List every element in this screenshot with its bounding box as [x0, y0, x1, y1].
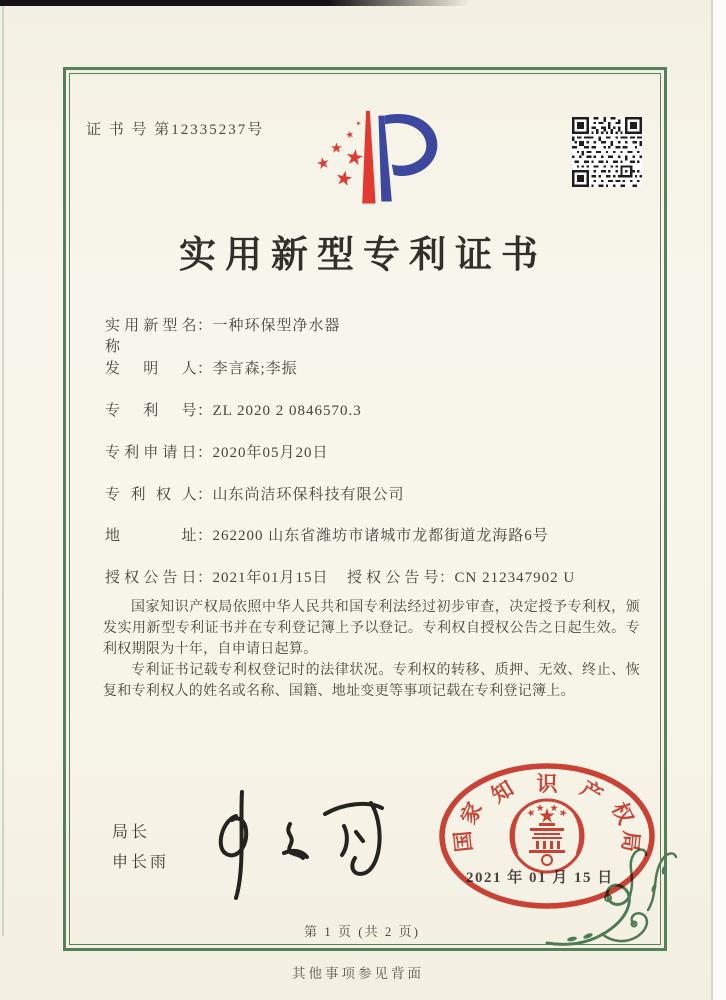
field-label: 专利申请日: [105, 445, 197, 461]
seal-char: 识: [536, 772, 558, 796]
field-row-name: [105, 314, 650, 356]
scan-edge-artifact: [0, 0, 470, 6]
field-value: 262200 山东省潍坊市诸城市龙都街道龙海路6号: [212, 528, 549, 544]
field-value: ZL 2020 2 0846570.3: [212, 403, 362, 419]
field-colon: ：: [439, 570, 455, 586]
signer-title: 局长: [112, 824, 151, 841]
grant-no-pair: [347, 566, 575, 587]
field-label: 发明人: [105, 361, 197, 377]
field-value: 一种环保型净水器: [212, 318, 341, 334]
certificate-title: 实用新型专利证书: [179, 235, 547, 276]
field-colon: ：: [197, 361, 213, 377]
field-colon: ：: [197, 570, 213, 586]
paper-left-edge: [2, 6, 4, 936]
seal-char: 知: [487, 776, 518, 808]
seal-char: 局: [617, 829, 644, 854]
grant-date-value: 2021年01月15日: [212, 570, 329, 586]
field-value: 李言森;李振: [212, 361, 298, 377]
field-label: 地址: [105, 528, 197, 544]
legal-paragraph-1: 国家知识产权局依照中华人民共和国专利法经过初步审查，决定授予专利权，颁发实用新型专利证书并在专利登记簿上予以登记。专利权自授权公告之日起生效。专利权期限为十年，自申请日起算。: [103, 600, 640, 657]
field-row-filing-date: [105, 441, 650, 462]
national-emblem-icon: [511, 800, 583, 872]
field-value: 山东尚洁环保科技有限公司: [212, 487, 405, 503]
field-row-patent-no: [105, 399, 650, 420]
seal-char: 产: [576, 776, 607, 808]
seal-char: 权: [607, 798, 638, 828]
qr-code: [572, 117, 642, 187]
field-colon: ：: [197, 445, 213, 461]
grant-date-label: 授权公告日: [105, 570, 197, 586]
page-number-note: 第 1 页 (共 2 页): [304, 924, 420, 939]
field-row-address: [105, 524, 650, 545]
certificate-number: 证 书 号 第12335237号: [86, 122, 265, 138]
handwritten-signature: [198, 786, 403, 906]
field-row-grant: [105, 566, 650, 587]
legal-paragraph-2: 专利证书记载专利权登记时的法律状况。专利权的转移、质押、无效、终止、恢复和专利权人的姓名或名称、国籍、地址变更等事项记载在专利登记簿上。: [103, 663, 640, 699]
field-colon: ：: [197, 318, 213, 334]
field-colon: ：: [197, 528, 213, 544]
signer-name: 申长雨: [112, 854, 170, 871]
grant-no-label: 授权公告号: [347, 570, 439, 586]
official-seal: [432, 752, 662, 920]
paper-right-edge: [711, 0, 726, 1000]
legal-text-block: [103, 597, 640, 702]
back-side-note: 其他事项参见背面: [292, 966, 424, 981]
cnipa-logo-icon: [292, 108, 442, 213]
signer-block: [112, 818, 169, 878]
seal-char: 家: [456, 798, 487, 828]
seal-char: 国: [450, 829, 477, 854]
field-row-patentee: [105, 483, 650, 504]
field-row-inventors: [105, 357, 650, 378]
seal-date: 2021 年 01 月 15 日: [466, 870, 614, 886]
field-colon: ：: [197, 403, 213, 419]
field-colon: ：: [197, 487, 213, 503]
field-label: 专利号: [105, 403, 197, 419]
grant-no-value: CN 212347902 U: [454, 570, 576, 586]
field-label: 实用新型名称: [105, 318, 197, 355]
field-label: 专利权人: [105, 487, 197, 503]
field-value: 2020年05月20日: [212, 445, 329, 461]
